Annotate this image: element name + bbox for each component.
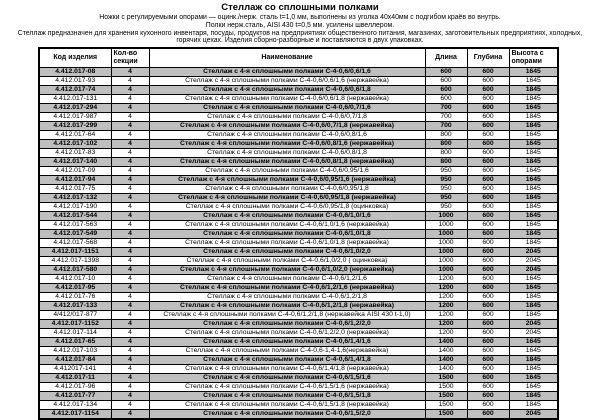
cell-name: Стеллаж с 4-я сплошными полками С-4-0,6/0,95/1,8 [149, 185, 425, 194]
cell-name: Стеллаж с 4-я сплошными полками С-4-0,6/0,95/1,6 [149, 167, 425, 176]
table-row [39, 275, 558, 284]
table-row [39, 221, 558, 230]
cell-code: 4.412.017-103 [39, 347, 111, 356]
cell-name: Стеллаж с 4-я сплошными полками С-4-0,6/1,2/1,8 [149, 293, 425, 302]
table-row [39, 320, 558, 329]
cell-length: 600 [425, 86, 467, 95]
cell-depth: 600 [467, 221, 509, 230]
cell-depth: 600 [467, 275, 509, 284]
table-row [39, 113, 558, 122]
cell-name: Стеллаж с 4-я сплошными полками С-4-0,6/0,6/1,8 [149, 86, 425, 95]
cell-code: 4.412.017-580 [39, 266, 111, 275]
table-row [39, 158, 558, 167]
cell-sections: 4 [111, 374, 149, 383]
cell-height: 2045 [509, 266, 558, 275]
cell-length: 1500 [425, 374, 467, 383]
table-row [39, 104, 558, 113]
cell-sections: 4 [111, 248, 149, 257]
description-line-1: Ножки с регулируемыми опорами — оцинк./нерж. сталь t=1,0 мм, выполнены из уголка 40х40мм с подгибом краёв во внутрь. [99, 14, 501, 21]
cell-height: 1645 [509, 221, 558, 230]
table-row [39, 212, 558, 221]
cell-sections: 4 [111, 131, 149, 140]
document-header [0, 0, 600, 45]
cell-depth: 600 [467, 149, 509, 158]
cell-name: Стеллаж с 4-я сплошными полками С-4-0,6/1,2/1,8 (нержавейка AISI 430 t-1,0) [149, 311, 425, 320]
cell-code: 4.412.017-140 [39, 158, 111, 167]
column-header-depth: Глубина [467, 48, 509, 68]
cell-sections: 4 [111, 338, 149, 347]
cell-height: 1645 [509, 383, 558, 392]
cell-length: 1000 [425, 230, 467, 239]
cell-code: 4.412.017-76 [39, 293, 111, 302]
cell-length: 1500 [425, 383, 467, 392]
cell-sections: 4 [111, 230, 149, 239]
table-row [39, 365, 558, 374]
cell-code: 4.412.017-75 [39, 185, 111, 194]
cell-sections: 4 [111, 68, 149, 77]
table-row [39, 257, 558, 266]
cell-sections: 4 [111, 167, 149, 176]
cell-name: Стеллаж с 4-я сплошными полками С-4-0,6/0,7/1,8 [149, 113, 425, 122]
cell-code: 4.412.017-94 [39, 176, 111, 185]
cell-sections: 4 [111, 266, 149, 275]
cell-length: 800 [425, 158, 467, 167]
cell-code: 4.412.017-299 [39, 122, 111, 131]
cell-height: 1845 [509, 95, 558, 104]
cell-length: 1000 [425, 221, 467, 230]
cell-name: Стеллаж с 4-я сплошными полками С-4-0,6/0,6/1,8 (нержавейка) [149, 95, 425, 104]
cell-depth: 600 [467, 320, 509, 329]
cell-sections: 4 [111, 86, 149, 95]
cell-length: 950 [425, 194, 467, 203]
cell-length: 950 [425, 203, 467, 212]
cell-height: 1645 [509, 176, 558, 185]
cell-code: 4.412.017-544 [39, 212, 111, 221]
cell-sections: 4 [111, 185, 149, 194]
cell-sections: 4 [111, 140, 149, 149]
description-line-2: Полки нерж.сталь, AISI 430 t=0,5 мм. усилены швеллером. [205, 21, 395, 29]
cell-depth: 600 [467, 248, 509, 257]
table-row [39, 401, 558, 410]
cell-sections: 4 [111, 77, 149, 86]
table-row [39, 131, 558, 140]
cell-length: 600 [425, 77, 467, 86]
cell-name: Стеллаж с 4-я сплошными полками С-4-0,6/0,7/1,8 (нержавейка) [149, 122, 425, 131]
table-row [39, 266, 558, 275]
cell-length: 600 [425, 68, 467, 77]
cell-depth: 600 [467, 113, 509, 122]
table-header [39, 48, 558, 68]
cell-sections: 4 [111, 401, 149, 410]
cell-code: 4.412.017-294 [39, 104, 111, 113]
cell-code: 4.412.017-134 [39, 401, 111, 410]
cell-length: 1000 [425, 212, 467, 221]
cell-length: 800 [425, 149, 467, 158]
cell-length: 1200 [425, 311, 467, 320]
cell-length: 700 [425, 104, 467, 113]
cell-sections: 4 [111, 383, 149, 392]
table-row [39, 185, 558, 194]
cell-name: Стеллаж с 4-я сплошными полками С-4-0,6/1,0/2,0 (нержавейка) [149, 266, 425, 275]
cell-sections: 4 [111, 275, 149, 284]
cell-length: 700 [425, 122, 467, 131]
column-header-length: Длина [425, 48, 467, 68]
cell-depth: 600 [467, 374, 509, 383]
cell-length: 1500 [425, 401, 467, 410]
cell-code: 4.412.017-95 [39, 284, 111, 293]
cell-depth: 600 [467, 302, 509, 311]
table-row [39, 239, 558, 248]
cell-height: 2045 [509, 329, 558, 338]
cell-height: 2045 [509, 320, 558, 329]
table-row [39, 194, 558, 203]
cell-depth: 600 [467, 401, 509, 410]
cell-depth: 600 [467, 212, 509, 221]
cell-code: 4.412.017-563 [39, 221, 111, 230]
cell-depth: 600 [467, 383, 509, 392]
cell-length: 1200 [425, 284, 467, 293]
table-row [39, 167, 558, 176]
cell-length: 1400 [425, 347, 467, 356]
cell-sections: 4 [111, 329, 149, 338]
cell-name: Стеллаж с 4-я сплошными полками С-4-0,6/0,8/1,8 [149, 149, 425, 158]
cell-depth: 600 [467, 338, 509, 347]
cell-height: 1645 [509, 131, 558, 140]
cell-height: 1645 [509, 104, 558, 113]
cell-depth: 600 [467, 194, 509, 203]
cell-sections: 4 [111, 194, 149, 203]
cell-depth: 600 [467, 266, 509, 275]
cell-code: 4.412.017-84 [39, 356, 111, 365]
cell-name: Стеллаж с 4-я сплошными полками С-4-0,6/0,8/1,8 (нержавейка) [149, 158, 425, 167]
cell-height: 1845 [509, 239, 558, 248]
cell-code: 4.412.017-10 [39, 275, 111, 284]
cell-height: 2045 [509, 248, 558, 257]
cell-code: 4.412.017-131 [39, 95, 111, 104]
column-header-name: Наименование [149, 48, 425, 68]
cell-depth: 600 [467, 230, 509, 239]
cell-depth: 600 [467, 185, 509, 194]
cell-name: Стеллаж с 4-я сплошными полками С-4-0,6/1,5/1,8 [149, 392, 425, 401]
table-row [39, 374, 558, 383]
cell-name: Стеллаж с 4-я сплошными полками С-4-0,6/1,0/2,0 [149, 248, 425, 257]
cell-length: 950 [425, 167, 467, 176]
cell-code: 4.412.017-1152 [39, 320, 111, 329]
cell-depth: 600 [467, 95, 509, 104]
cell-length: 1400 [425, 338, 467, 347]
cell-sections: 4 [111, 356, 149, 365]
cell-depth: 600 [467, 329, 509, 338]
cell-code: 4.412.017-65 [39, 338, 111, 347]
cell-length: 1200 [425, 320, 467, 329]
cell-depth: 600 [467, 392, 509, 401]
cell-depth: 600 [467, 203, 509, 212]
cell-code: 4.412.017-114 [39, 329, 111, 338]
column-header-code: Код изделия [39, 48, 111, 68]
cell-height: 1845 [509, 230, 558, 239]
cell-code: 4.412.017-64 [39, 131, 111, 140]
cell-height: 1845 [509, 122, 558, 131]
table-row [39, 68, 558, 77]
cell-name: Стеллаж с 4-я сплошными полками С-4-0,6/0,8/1,6 (нержавейка) [149, 140, 425, 149]
table-row [39, 203, 558, 212]
cell-code: 4.412.017-1398 [39, 257, 111, 266]
cell-length: 1000 [425, 248, 467, 257]
cell-height: 1845 [509, 203, 558, 212]
table-row [39, 293, 558, 302]
cell-height: 1645 [509, 68, 558, 77]
cell-code: 4.412.017-08 [39, 68, 111, 77]
cell-depth: 600 [467, 122, 509, 131]
table-row [39, 284, 558, 293]
cell-name: Стеллаж с 4-я сплошными полками С-4-0,6/0,6/1,6 (нержавейка) [149, 77, 425, 86]
table-row [39, 347, 558, 356]
cell-height: 1845 [509, 86, 558, 95]
table-row [39, 329, 558, 338]
cell-code: 4.412017-141 [39, 365, 111, 374]
cell-height: 1645 [509, 77, 558, 86]
cell-height: 1845 [509, 392, 558, 401]
cell-code: 4.412.017-93 [39, 77, 111, 86]
cell-height: 1845 [509, 113, 558, 122]
cell-name: Стеллаж с 4-я сплошными полками С-4-0,6/1,5/2,0 [149, 410, 425, 420]
cell-name: Стеллаж с 4-я сплошными полками С-4-0,6/1,5/1,6 (нержавейка) [149, 383, 425, 392]
table-row [39, 311, 558, 320]
cell-length: 1000 [425, 257, 467, 266]
cell-code: 4.412.017-1154 [39, 410, 111, 420]
product-table [38, 47, 559, 420]
cell-depth: 600 [467, 239, 509, 248]
cell-height: 1845 [509, 185, 558, 194]
cell-name: Стеллаж с 4-я сплошными полками С-4-0,6/0,6/1,6 [149, 68, 425, 77]
table-row [39, 248, 558, 257]
cell-name: Стеллаж с 4-я сплошными полками С-4-0,6/1,4/1,6 [149, 338, 425, 347]
column-header-height: Высота с опорами [509, 48, 558, 68]
cell-name: Стеллаж с 4-я сплошными полками С-4-0,6/1,2/2,0 (нержавейка) [149, 329, 425, 338]
cell-sections: 4 [111, 284, 149, 293]
cell-depth: 600 [467, 365, 509, 374]
cell-code: 4.412.017-77 [39, 392, 111, 401]
cell-sections: 4 [111, 158, 149, 167]
cell-name: Стеллаж с 4-я сплошными полками С-4-0,6/1,2/2,0 [149, 320, 425, 329]
table-row [39, 95, 558, 104]
cell-name: Стеллаж с 4-я сплошными полками С-4-0,6/0,8/1,6 [149, 131, 425, 140]
table-row [39, 338, 558, 347]
cell-length: 1400 [425, 356, 467, 365]
description-line-3: Стеллаж предназначен для хранения кухонного инвентаря, посуды, продуктов на предприятиях общественного питания, магазинах, заготовительных предприятиях, холодных, [17, 29, 583, 37]
cell-code: 4.412.017-132 [39, 194, 111, 203]
cell-code: 4.412.017-09 [39, 167, 111, 176]
cell-length: 1200 [425, 302, 467, 311]
table-row [39, 86, 558, 95]
cell-name: Стеллаж с 4-я сплошными полками С-4-0,6/1,2/1,8 (нержавейка) [149, 302, 425, 311]
cell-sections: 4 [111, 392, 149, 401]
cell-length: 800 [425, 131, 467, 140]
cell-name: Стеллаж с 4-я сплошными полками С-4-0,6/1,5/1,6 [149, 374, 425, 383]
cell-length: 800 [425, 140, 467, 149]
cell-name: Стеллаж с 4-я сплошными полками С-4-0,6/1,2/1,6 [149, 275, 425, 284]
table-body [39, 68, 558, 420]
cell-code: 4.412.017-568 [39, 239, 111, 248]
cell-sections: 4 [111, 320, 149, 329]
cell-name: Стеллаж с 4-я сплошными полками С-4-0,6-1,4-1,6(нержавейка) [149, 347, 425, 356]
cell-name: Стеллаж с 4-я сплошными полками С-4-0,6/1,4/1,8 (нержавейка) [149, 365, 425, 374]
cell-length: 1000 [425, 266, 467, 275]
cell-height: 1645 [509, 167, 558, 176]
cell-length: 1400 [425, 365, 467, 374]
cell-length: 1200 [425, 275, 467, 284]
cell-depth: 600 [467, 86, 509, 95]
cell-name: Стеллаж с 4-я сплошными полками С-4-0,6/1,4/1,8 [149, 356, 425, 365]
cell-height: 1845 [509, 401, 558, 410]
cell-sections: 4 [111, 104, 149, 113]
cell-sections: 4 [111, 347, 149, 356]
cell-height: 1645 [509, 284, 558, 293]
cell-code: 4.412.017-102 [39, 140, 111, 149]
cell-sections: 4 [111, 203, 149, 212]
cell-length: 1500 [425, 410, 467, 420]
cell-sections: 4 [111, 113, 149, 122]
cell-height: 1845 [509, 302, 558, 311]
table-header-row [39, 48, 558, 68]
cell-sections: 4 [111, 122, 149, 131]
cell-height: 1845 [509, 194, 558, 203]
table-row [39, 77, 558, 86]
cell-sections: 4 [111, 176, 149, 185]
cell-sections: 4 [111, 293, 149, 302]
cell-length: 950 [425, 176, 467, 185]
cell-height: 2045 [509, 410, 558, 420]
cell-height: 1645 [509, 212, 558, 221]
table-row [39, 176, 558, 185]
cell-depth: 600 [467, 410, 509, 420]
cell-height: 1645 [509, 338, 558, 347]
cell-code: 4/412/017-877 [39, 311, 111, 320]
cell-length: 1000 [425, 239, 467, 248]
cell-length: 1200 [425, 293, 467, 302]
cell-sections: 4 [111, 95, 149, 104]
cell-depth: 600 [467, 158, 509, 167]
column-header-sections: Кол-во секции [111, 48, 149, 68]
page-title: Стеллаж со сплошными полками [221, 2, 379, 13]
cell-depth: 600 [467, 176, 509, 185]
cell-name: Стеллаж с 4-я сплошными полками С-4-0,6/1,2/1,6 (нержавейка) [149, 284, 425, 293]
cell-sections: 4 [111, 212, 149, 221]
cell-name: Стеллаж с 4-я сплошными полками С-4-0,6/1,5/1,8 (нержавейка) [149, 401, 425, 410]
cell-length: 950 [425, 185, 467, 194]
description-line-4: горячих цехах. Изделия сборно-разборные и поставляются в двух упаковках. [176, 37, 424, 45]
cell-sections: 4 [111, 311, 149, 320]
cell-sections: 4 [111, 365, 149, 374]
table-row [39, 410, 558, 420]
cell-code: 4.412.017-11 [39, 374, 111, 383]
cell-code: 4.412.017-133 [39, 302, 111, 311]
cell-code: 4.412.017-987 [39, 113, 111, 122]
table-row [39, 230, 558, 239]
cell-depth: 600 [467, 167, 509, 176]
cell-name: Стеллаж с 4-я сплошными полками С-4-0,6/0,95/1,6 (нержавейка) [149, 176, 425, 185]
table-row [39, 302, 558, 311]
cell-name: Стеллаж с 4-я сплошными полками С-4-0,6/1,0/1,6 (нержавейка) [149, 221, 425, 230]
cell-depth: 600 [467, 104, 509, 113]
cell-height: 1645 [509, 140, 558, 149]
cell-name: Стеллаж с 4-я сплошными полками С-4-0,6/0,95/1,8 (нержавейка) [149, 194, 425, 203]
cell-sections: 4 [111, 410, 149, 420]
cell-depth: 600 [467, 347, 509, 356]
cell-length: 700 [425, 113, 467, 122]
table-row [39, 392, 558, 401]
table-row [39, 356, 558, 365]
cell-height: 2045 [509, 257, 558, 266]
table-row [39, 122, 558, 131]
cell-height: 1845 [509, 365, 558, 374]
cell-name: Стеллаж с 4-я сплошными полками С-4-0,6/0,95/1,8 (оцинковка) [149, 203, 425, 212]
cell-depth: 600 [467, 284, 509, 293]
cell-length: 1500 [425, 392, 467, 401]
cell-height: 1645 [509, 275, 558, 284]
cell-sections: 4 [111, 257, 149, 266]
table-row [39, 149, 558, 158]
cell-name: Стеллаж с 4-я сплошными полками С-4-0,6/1,0/1,8 [149, 230, 425, 239]
cell-depth: 600 [467, 77, 509, 86]
cell-code: 4.412.017-83 [39, 149, 111, 158]
cell-depth: 600 [467, 356, 509, 365]
cell-height: 1845 [509, 356, 558, 365]
table-row [39, 140, 558, 149]
table-row [39, 383, 558, 392]
cell-name: Стеллаж с 4-я сплошными полками С-4-0,6/1,0/1,8 (нержавейка) [149, 239, 425, 248]
cell-length: 600 [425, 95, 467, 104]
cell-height: 1645 [509, 347, 558, 356]
cell-name: Стеллаж с 4-я сплошными полками С-4-0,6/1,0/1,6 [149, 212, 425, 221]
cell-sections: 4 [111, 239, 149, 248]
cell-height: 1845 [509, 293, 558, 302]
cell-code: 4.412.017-96 [39, 383, 111, 392]
cell-sections: 4 [111, 149, 149, 158]
cell-name: Стеллаж с 4-я сплошными полками С-4-0,6/1,0/2,0 ( оцинковка) [149, 257, 425, 266]
cell-depth: 600 [467, 68, 509, 77]
cell-height: 1845 [509, 311, 558, 320]
cell-height: 1845 [509, 158, 558, 167]
cell-sections: 4 [111, 221, 149, 230]
cell-depth: 600 [467, 131, 509, 140]
cell-sections: 4 [111, 302, 149, 311]
cell-length: 1200 [425, 329, 467, 338]
cell-code: 4.412.017-190 [39, 203, 111, 212]
cell-height: 1645 [509, 374, 558, 383]
cell-code: 4.412.017-549 [39, 230, 111, 239]
cell-depth: 600 [467, 311, 509, 320]
cell-code: 4.412.017-74 [39, 86, 111, 95]
cell-depth: 600 [467, 257, 509, 266]
cell-name: Стеллаж с 4-я сплошными полками С-4-0,6/0,7/1,6 [149, 104, 425, 113]
cell-height: 1845 [509, 149, 558, 158]
cell-code: 4.412.017-1151 [39, 248, 111, 257]
cell-depth: 600 [467, 293, 509, 302]
cell-depth: 600 [467, 140, 509, 149]
